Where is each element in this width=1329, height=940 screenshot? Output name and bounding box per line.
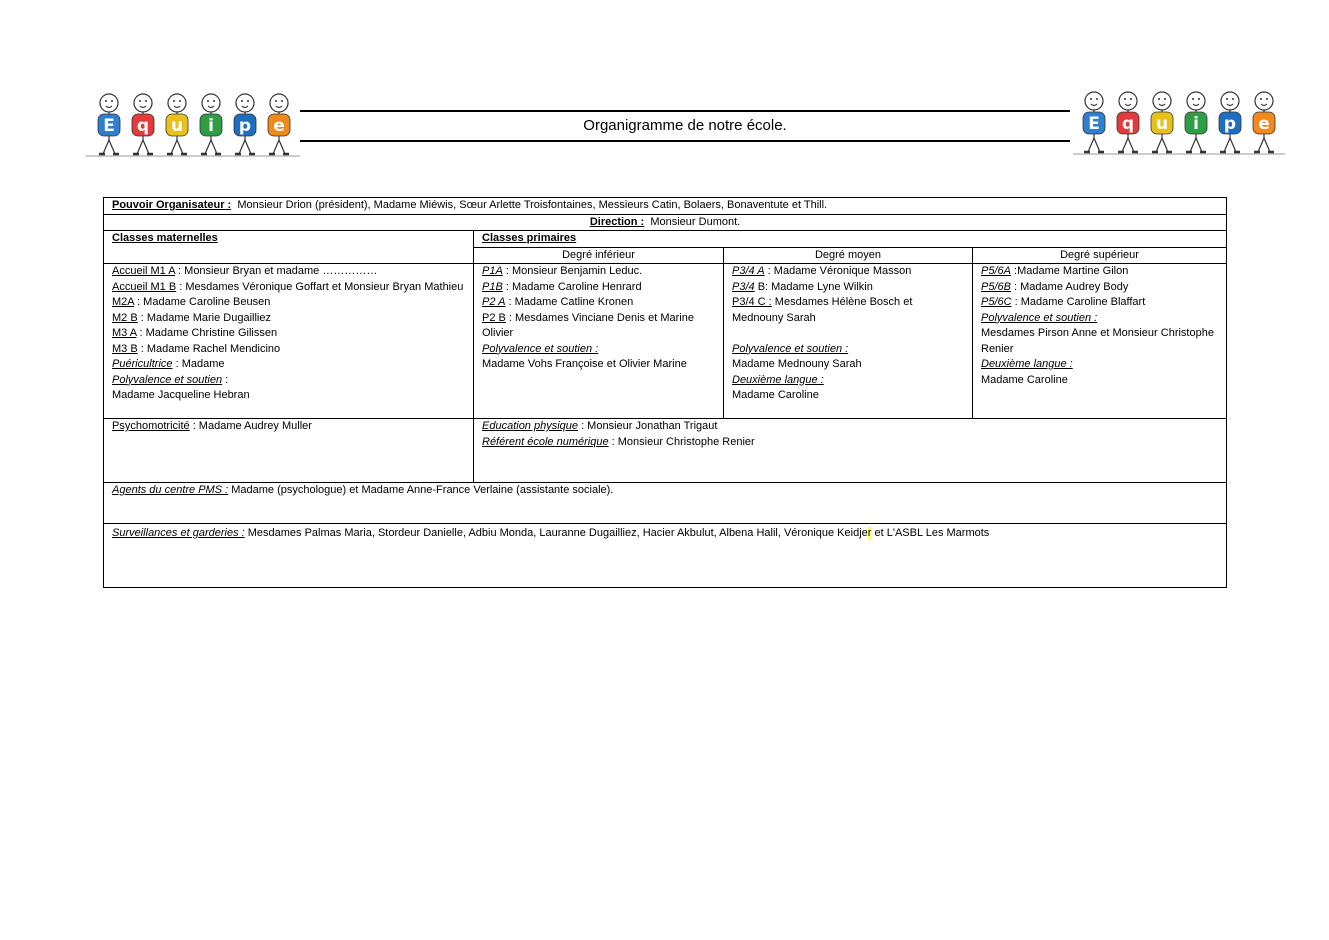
class-teacher: Mesdames Hélène Bosch et Mednouny Sarah xyxy=(732,296,913,324)
primary-class xyxy=(482,280,715,296)
maternelles-polyvalence-name: Madame Jacqueline Hebran xyxy=(112,389,250,401)
maternelle-class xyxy=(112,295,465,311)
equipe-mascots-right xyxy=(1073,90,1285,158)
polyvalence-label: Polyvalence et soutien xyxy=(112,373,223,386)
class-teacher: : Mesdames Véronique Goffart et Monsieur Bryan Mathieu xyxy=(176,280,464,293)
mascot-figure xyxy=(132,94,154,154)
degre-superieur-cell xyxy=(973,264,1227,419)
class-teacher: : Madame Véronique Masson xyxy=(764,265,912,277)
maternelle-class xyxy=(112,264,465,280)
class-label: P1B xyxy=(482,280,503,293)
class-label: M2A xyxy=(112,296,135,308)
class-label: M3 B xyxy=(112,342,138,355)
surveillances-label: Surveillances et garderies : xyxy=(112,527,245,539)
direction-label: Direction : xyxy=(589,215,645,228)
mascot-letter: q xyxy=(1121,114,1135,134)
class-teacher: : Monsieur Bryan et madame …………… xyxy=(174,265,378,277)
primary-class xyxy=(981,280,1218,296)
primaires-heading-cell xyxy=(474,231,1227,248)
mascot-figure xyxy=(98,94,120,154)
class-teacher: :Madame Martine Gilon xyxy=(1010,265,1129,277)
row-pms xyxy=(104,483,1227,524)
primary-class xyxy=(482,311,715,342)
mascot-letter: i xyxy=(208,116,214,136)
superieur-polyvalence-label: Polyvalence et soutien : xyxy=(981,311,1098,324)
puericultrice-name: : Madame xyxy=(172,358,225,370)
class-label: P3/4 A xyxy=(732,265,765,277)
row-pouvoir-organisateur xyxy=(104,198,1227,215)
mascot-figure xyxy=(234,94,256,154)
mascot-letter: E xyxy=(1088,114,1100,134)
row-classes xyxy=(104,264,1227,419)
primary-class xyxy=(732,280,964,296)
mascot-letter: i xyxy=(1193,114,1199,134)
mascot-letter: q xyxy=(136,116,150,136)
class-teacher: : Madame Rachel Mendicino xyxy=(137,342,281,355)
pms-members: Madame (psychologue) et Madame Anne-France Verlaine (assistante sociale). xyxy=(228,484,614,496)
education-physique-label: Education physique xyxy=(482,420,579,432)
class-label: P5/6A xyxy=(981,265,1011,277)
moyen-polyvalence-name: Madame Mednouny Sarah xyxy=(732,358,862,370)
degre-inferieur-cell xyxy=(474,264,724,419)
class-teacher: : Madame Caroline Blaffart xyxy=(1011,296,1146,308)
primary-class xyxy=(981,295,1218,311)
mascot-letter: u xyxy=(170,116,184,136)
row-section-headings xyxy=(104,231,1227,248)
class-teacher: : Madame Catline Kronen xyxy=(505,296,634,308)
primary-class xyxy=(732,295,964,326)
referent-numerique-label: Référent école numérique xyxy=(482,435,609,448)
mascot-letter: e xyxy=(273,116,285,136)
superieur-langue-name: Madame Caroline xyxy=(981,373,1068,386)
mascot-letter: e xyxy=(1258,114,1270,134)
class-label: P5/6B xyxy=(981,280,1011,293)
class-label: P1A xyxy=(482,265,503,277)
pouvoir-organisateur-cell xyxy=(104,198,1227,215)
moyen-langue-label: Deuxième langue : xyxy=(732,373,824,386)
po-members: Monsieur Drion (président), Madame Miéwis, Sœur Arlette Troisfontaines, Messieurs Catin, Bolaers, Bonaventute et Thill. xyxy=(237,199,828,211)
page-title-band xyxy=(300,110,1070,142)
org-chart-table xyxy=(103,197,1227,588)
pms-cell xyxy=(104,483,1227,524)
education-physique-name: : Monsieur Jonathan Trigaut xyxy=(578,420,718,432)
mascot-figure xyxy=(1117,92,1139,152)
primary-class xyxy=(732,264,964,280)
direction-cell xyxy=(104,214,1227,231)
equipe-mascots-left-illustration xyxy=(86,90,300,158)
puericultrice-line xyxy=(112,357,465,373)
class-label: Accueil M1 B xyxy=(112,280,177,293)
class-label: P2 A xyxy=(482,296,506,308)
row-specialists xyxy=(104,419,1227,483)
maternelle-class xyxy=(112,311,465,327)
pms-label: Agents du centre PMS : xyxy=(112,484,229,496)
class-teacher: : Madame Marie Dugailliez xyxy=(137,311,271,324)
mascot-figure xyxy=(1083,92,1105,152)
mascot-figure xyxy=(1185,92,1207,152)
class-label: P3/4 xyxy=(732,280,755,293)
mascot-figure xyxy=(1253,92,1275,152)
maternelles-heading: Classes maternelles xyxy=(112,232,218,244)
primaires-specialists-cell xyxy=(474,419,1227,483)
mascot-figure xyxy=(268,94,290,154)
mascot-figure xyxy=(166,94,188,154)
moyen-polyvalence-label: Polyvalence et soutien : xyxy=(732,342,849,355)
spacer xyxy=(732,326,964,342)
class-teacher: : Madame Caroline Beusen xyxy=(134,296,271,308)
page-title: Organigramme de notre école. xyxy=(583,117,787,134)
mascot-figure xyxy=(1151,92,1173,152)
class-label: P5/6C xyxy=(981,296,1012,308)
class-teacher: B: Madame Lyne Wilkin xyxy=(754,280,873,293)
maternelles-heading-cell xyxy=(104,231,474,264)
education-physique-line xyxy=(482,419,1218,435)
mascot-letter: u xyxy=(1155,114,1169,134)
psychomotricite-cell xyxy=(104,419,474,483)
superieur-langue-label: Deuxième langue : xyxy=(981,358,1073,370)
degre-moyen-cell xyxy=(724,264,973,419)
class-label: P3/4 C : xyxy=(732,296,772,308)
primary-class xyxy=(981,264,1218,280)
mascot-letter: p xyxy=(238,116,252,136)
psychomotricite-name: : Madame Audrey Muller xyxy=(189,420,312,432)
maternelle-class xyxy=(112,326,465,342)
inferieur-polyvalence-label: Polyvalence et soutien : xyxy=(482,342,599,355)
equipe-mascots-right-illustration xyxy=(1073,90,1285,158)
degre-moyen-heading: Degré moyen xyxy=(724,247,973,264)
po-label: Pouvoir Organisateur : xyxy=(112,199,232,211)
class-label: P2 B xyxy=(482,311,506,324)
class-teacher: : Madame Christine Gilissen xyxy=(136,327,278,339)
degre-superieur-heading: Degré supérieur xyxy=(973,247,1227,264)
inferieur-polyvalence-name: Madame Vohs Françoise et Olivier Marine xyxy=(482,358,687,370)
class-label: M3 A xyxy=(112,327,137,339)
psychomotricite-label: Psychomotricité xyxy=(112,420,190,432)
class-label: M2 B xyxy=(112,311,138,324)
surveillances-members-end: et L'ASBL Les Marmots xyxy=(871,527,990,539)
primary-class xyxy=(482,295,715,311)
class-teacher: : Mesdames Vinciane Denis et Marine Olivier xyxy=(482,311,694,339)
referent-numerique-line xyxy=(482,435,1218,451)
surveillances-members: Mesdames Palmas Maria, Stordeur Danielle, Adbiu Monda, Lauranne Dugailliez, Hacier Akbulut, Albena Halil, Véronique Keidje xyxy=(244,527,868,539)
puericultrice-label: Puéricultrice xyxy=(112,358,173,370)
referent-numerique-name: : Monsieur Christophe Renier xyxy=(608,435,755,448)
maternelles-classes-cell xyxy=(104,264,474,419)
primaires-heading: Classes primaires xyxy=(482,232,577,244)
degre-inferieur-heading: Degré inférieur xyxy=(474,247,724,264)
polyvalence-colon: : xyxy=(222,373,229,386)
class-teacher: : Monsieur Benjamin Leduc. xyxy=(502,265,643,277)
row-direction xyxy=(104,214,1227,231)
mascot-letter: E xyxy=(103,116,115,136)
class-label: Accueil M1 A xyxy=(112,265,175,277)
maternelles-polyvalence-line xyxy=(112,373,465,389)
equipe-mascots-left xyxy=(86,90,300,158)
class-teacher: : Madame Audrey Body xyxy=(1010,280,1129,293)
maternelle-class xyxy=(112,280,465,296)
maternelle-class xyxy=(112,342,465,358)
mascot-figure xyxy=(1219,92,1241,152)
direction-name: Monsieur Dumont. xyxy=(650,215,741,228)
highlighted-letter: r xyxy=(867,527,872,539)
surveillances-cell xyxy=(104,524,1227,588)
row-surveillances xyxy=(104,524,1227,588)
primary-class xyxy=(482,264,715,280)
superieur-polyvalence-name: Mesdames Pirson Anne et Monsieur Christophe Renier xyxy=(981,327,1214,355)
mascot-letter: p xyxy=(1223,114,1237,134)
moyen-langue-name: Madame Caroline xyxy=(732,389,819,401)
mascot-figure xyxy=(200,94,222,154)
class-teacher: : Madame Caroline Henrard xyxy=(502,280,642,293)
